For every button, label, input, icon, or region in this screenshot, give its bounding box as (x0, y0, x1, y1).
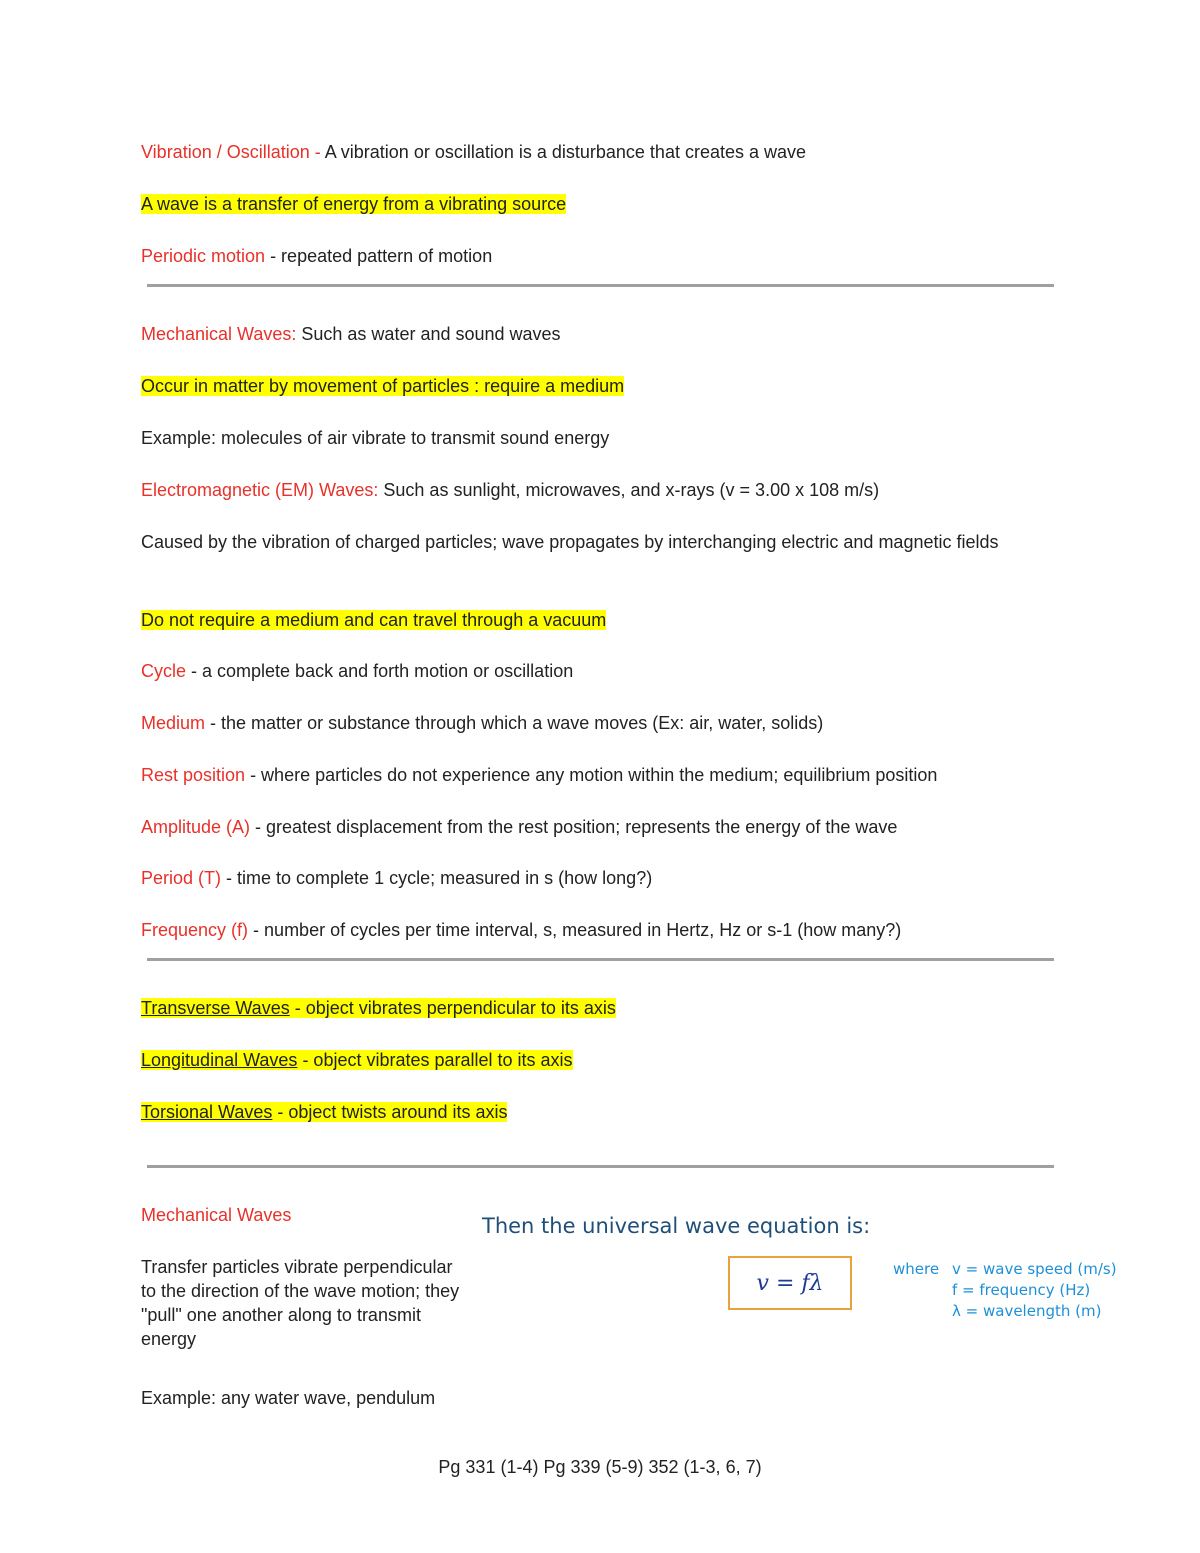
legend-speed: v = wave speed (m/s) (952, 1260, 1117, 1278)
cycle-line (141, 659, 573, 683)
divider (147, 1165, 1054, 1168)
definition: - where particles do not experience any motion within the medium; equilibrium position (245, 765, 938, 785)
frequency-line (141, 918, 901, 942)
term: Vibration / Oscillation - (141, 142, 325, 162)
term: Longitudinal Waves (141, 1050, 298, 1070)
term: Amplitude (A) (141, 817, 251, 837)
vibration-line (141, 140, 806, 164)
term: Frequency (f) (141, 920, 249, 940)
highlighted-text (141, 998, 616, 1018)
definition: Such as sunlight, microwaves, and x-rays (v = 3.00 x 108 m/s) (378, 480, 880, 500)
rest-position-line (141, 763, 937, 787)
definition: - the matter or substance through which a wave moves (Ex: air, water, solids) (205, 713, 824, 733)
highlighted-text: Do not require a medium and can travel through a vacuum (141, 610, 607, 630)
definition: A vibration or oscillation is a disturbance that creates a wave (324, 142, 807, 162)
definition: - time to complete 1 cycle; measured in s (how long?) (221, 868, 653, 888)
example-air-line: Example: molecules of air vibrate to transmit sound energy (141, 428, 610, 448)
term: Period (T) (141, 868, 222, 888)
equation-formula: v = fλ (756, 1270, 824, 1296)
definition: - a complete back and forth motion or oscillation (186, 661, 574, 681)
page-footer: Pg 331 (1-4) Pg 339 (5-9) 352 (1-3, 6, 7) (438, 1457, 762, 1477)
mechanical-line (141, 322, 561, 346)
equation-title: Then the universal wave equation is: (482, 1214, 871, 1238)
divider (147, 284, 1054, 287)
definition: - object vibrates parallel to its axis (297, 1050, 573, 1070)
divider (147, 958, 1054, 961)
definition: - greatest displacement from the rest position; represents the energy of the wave (250, 817, 898, 837)
amplitude-line (141, 815, 897, 839)
period-line (141, 866, 652, 890)
definition: Such as water and sound waves (296, 324, 561, 344)
term: Cycle (141, 661, 187, 681)
vacuum-line (141, 608, 606, 632)
charged-line: Caused by the vibration of charged particles; wave propagates by interchanging electric and magnetic fields (141, 532, 999, 552)
equation-legend (952, 1259, 1117, 1322)
definition: - object twists around its axis (272, 1102, 508, 1122)
transverse-line (141, 996, 616, 1020)
term: Torsional Waves (141, 1102, 273, 1122)
definition: - number of cycles per time interval, s, measured in Hertz, Hz or s-1 (how many?) (248, 920, 902, 940)
em-line (141, 478, 879, 502)
highlighted-text (141, 1102, 507, 1122)
term: Transverse Waves (141, 998, 290, 1018)
highlighted-text (141, 1050, 573, 1070)
mechanical-waves-description: Transfer particles vibrate perpendicular to the direction of the wave motion; they "pull" one another along to transmit energy (141, 1257, 460, 1349)
mechanical-waves-heading: Mechanical Waves (141, 1205, 292, 1225)
highlighted-text: A wave is a transfer of energy from a vibrating source (141, 194, 567, 214)
equation-box (728, 1256, 852, 1310)
torsional-line (141, 1100, 507, 1124)
definition: - repeated pattern of motion (265, 246, 493, 266)
term: Periodic motion (141, 246, 266, 266)
term: Electromagnetic (EM) Waves: (141, 480, 379, 500)
periodic-line (141, 244, 492, 268)
term: Rest position (141, 765, 246, 785)
term: Mechanical Waves: (141, 324, 297, 344)
term: Medium (141, 713, 206, 733)
matter-line (141, 374, 624, 398)
longitudinal-line (141, 1048, 573, 1072)
legend-wavelength: λ = wavelength (m) (952, 1302, 1102, 1320)
wave-definition-line (141, 192, 566, 216)
mechanical-waves-example: Example: any water wave, pendulum (141, 1388, 436, 1408)
medium-line (141, 711, 823, 735)
legend-frequency: f = frequency (Hz) (952, 1281, 1091, 1299)
legend-where: where (893, 1260, 940, 1278)
definition: - object vibrates perpendicular to its axis (289, 998, 616, 1018)
highlighted-text: Occur in matter by movement of particles : require a medium (141, 376, 625, 396)
